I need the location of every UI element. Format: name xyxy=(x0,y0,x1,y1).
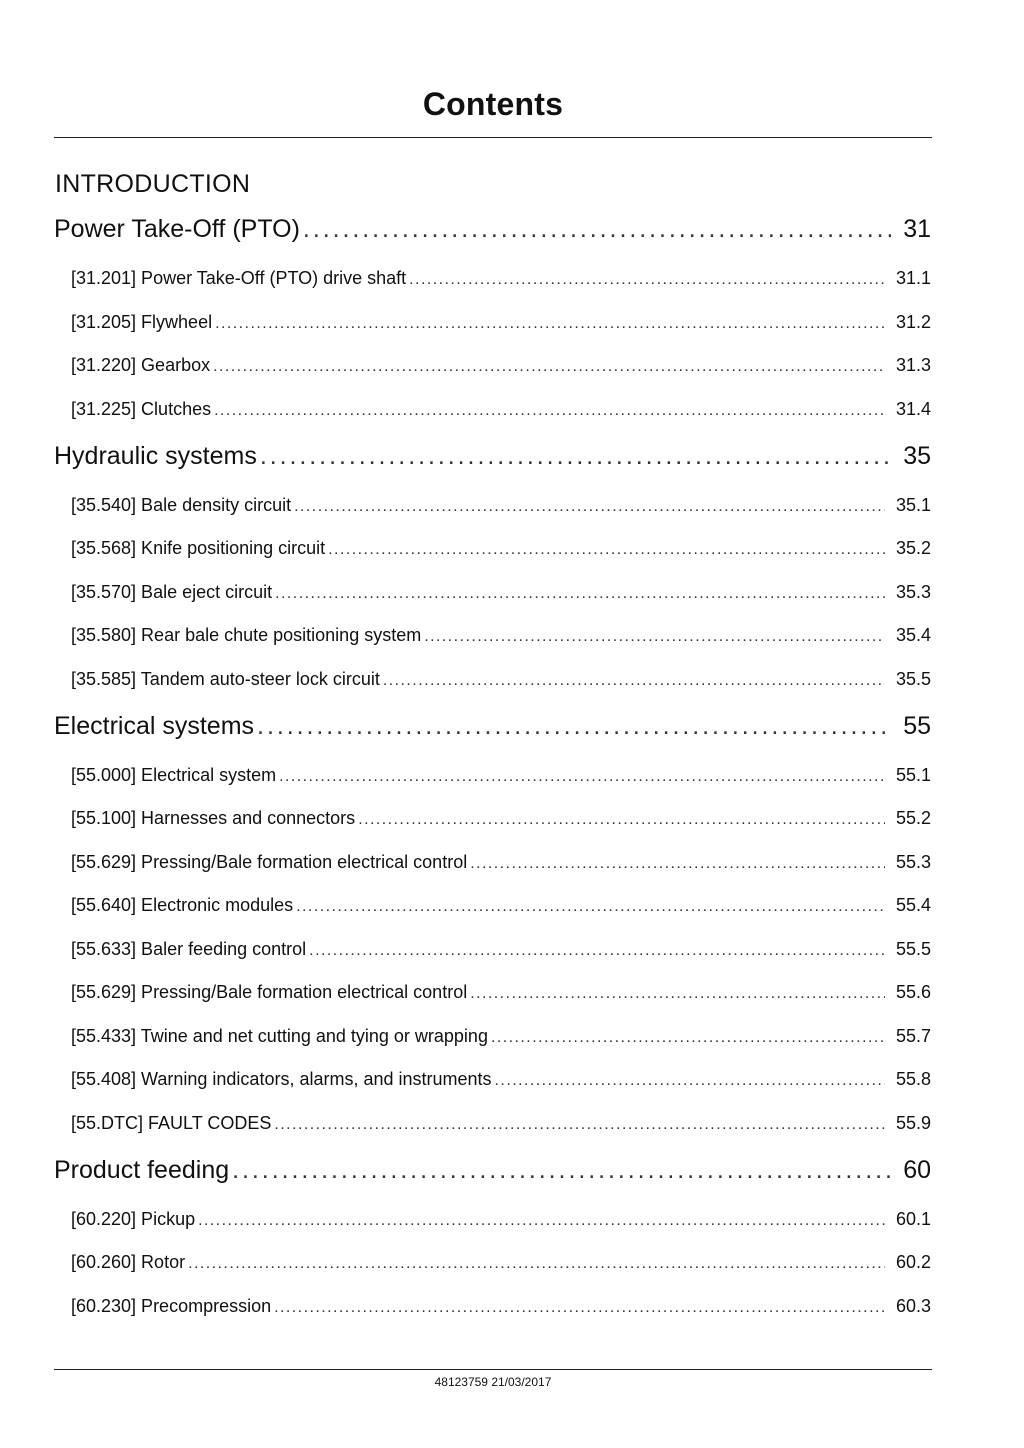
entry-label: [55.DTC] FAULT CODES xyxy=(71,1113,272,1133)
page-title: Contents xyxy=(422,86,564,122)
entry-page: 60.1 xyxy=(895,1209,931,1229)
entry-page: 35.1 xyxy=(895,495,931,515)
section-page: 60 xyxy=(903,1156,931,1184)
dot-leader xyxy=(328,541,885,559)
entry-page: 35.4 xyxy=(895,625,931,645)
toc-entry[interactable] xyxy=(71,538,931,559)
entry-label: [35.585] Tandem auto-steer lock circuit xyxy=(71,669,380,689)
footer-divider xyxy=(54,1369,932,1370)
entry-label: [55.629] Pressing/Bale formation electrical control xyxy=(71,982,468,1002)
section-page: 55 xyxy=(903,712,931,740)
entry-page: 35.2 xyxy=(895,538,931,558)
dot-leader xyxy=(470,855,885,873)
entry-label: [31.205] Flywheel xyxy=(71,312,213,332)
section-label: Power Take-Off (PTO) xyxy=(54,215,300,243)
entry-page: 55.5 xyxy=(895,939,931,959)
dot-leader xyxy=(274,1116,885,1134)
dot-leader xyxy=(232,1156,891,1185)
dot-leader xyxy=(309,942,885,960)
toc-entry[interactable] xyxy=(71,808,931,829)
toc-entry[interactable] xyxy=(71,1209,931,1230)
dot-leader xyxy=(358,811,885,829)
entry-page: 55.2 xyxy=(895,808,931,828)
dot-leader xyxy=(491,1029,885,1047)
toc-entry[interactable] xyxy=(71,625,931,646)
dot-leader xyxy=(214,402,885,420)
entry-label: [55.633] Baler feeding control xyxy=(71,939,307,959)
toc-section[interactable] xyxy=(54,215,931,244)
entry-label: [31.220] Gearbox xyxy=(71,355,211,375)
entry-label: [35.540] Bale density circuit xyxy=(71,495,292,515)
dot-leader xyxy=(424,628,885,646)
entry-label: [55.408] Warning indicators, alarms, and instruments xyxy=(71,1069,492,1089)
toc-entry[interactable] xyxy=(71,982,931,1003)
toc-entry[interactable] xyxy=(71,495,931,516)
entry-label: [60.260] Rotor xyxy=(71,1252,186,1272)
section-label: Hydraulic systems xyxy=(54,442,257,470)
entry-label: [35.570] Bale eject circuit xyxy=(71,582,273,602)
entry-label: [35.580] Rear bale chute positioning system xyxy=(71,625,422,645)
dot-leader xyxy=(257,712,891,741)
toc-section[interactable] xyxy=(54,1156,931,1185)
dot-leader xyxy=(470,985,885,1003)
dot-leader xyxy=(495,1072,885,1090)
entry-page: 55.1 xyxy=(895,765,931,785)
toc-entry[interactable] xyxy=(71,669,931,690)
toc-entry[interactable] xyxy=(71,1113,931,1134)
dot-leader xyxy=(303,215,891,244)
entry-label: [55.433] Twine and net cutting and tying or wrapping xyxy=(71,1026,488,1046)
entry-label: [55.100] Harnesses and connectors xyxy=(71,808,356,828)
entry-page: 55.4 xyxy=(895,895,931,915)
toc-entry[interactable] xyxy=(71,399,931,420)
entry-label: [60.220] Pickup xyxy=(71,1209,196,1229)
toc-entry[interactable] xyxy=(71,939,931,960)
dot-leader xyxy=(213,358,885,376)
entry-page: 55.7 xyxy=(895,1026,931,1046)
toc-entry[interactable] xyxy=(71,1026,931,1047)
entry-page: 60.2 xyxy=(895,1252,931,1272)
toc-entry[interactable] xyxy=(71,852,931,873)
entry-label: [55.629] Pressing/Bale formation electrical control xyxy=(71,852,468,872)
entry-page: 31.1 xyxy=(895,268,931,288)
dot-leader xyxy=(274,1299,885,1317)
dot-leader xyxy=(383,672,885,690)
entry-page: 35.3 xyxy=(895,582,931,602)
dot-leader xyxy=(215,315,885,333)
dot-leader xyxy=(188,1255,885,1273)
entry-label: [55.640] Electronic modules xyxy=(71,895,294,915)
entry-page: 31.3 xyxy=(895,355,931,375)
dot-leader xyxy=(296,898,885,916)
title-divider xyxy=(54,137,932,138)
entry-page: 55.8 xyxy=(895,1069,931,1089)
dot-leader xyxy=(279,768,885,786)
entry-label: [35.568] Knife positioning circuit xyxy=(71,538,326,558)
toc-entry[interactable] xyxy=(71,895,931,916)
toc-entry[interactable] xyxy=(71,1296,931,1317)
toc-entry[interactable] xyxy=(71,582,931,603)
introduction-heading: INTRODUCTION xyxy=(55,170,251,198)
toc-entry[interactable] xyxy=(71,355,931,376)
footer-doc-id-date: 48123759 21/03/2017 xyxy=(434,1375,552,1389)
entry-page: 55.6 xyxy=(895,982,931,1002)
toc-entry[interactable] xyxy=(71,312,931,333)
section-label: Electrical systems xyxy=(54,712,255,740)
dot-leader xyxy=(409,271,885,289)
entry-label: [31.201] Power Take-Off (PTO) drive shaft xyxy=(71,268,407,288)
dot-leader xyxy=(275,585,885,603)
entry-page: 55.3 xyxy=(895,852,931,872)
dot-leader xyxy=(260,442,891,471)
toc-entry[interactable] xyxy=(71,765,931,786)
dot-leader xyxy=(294,498,885,516)
section-page: 35 xyxy=(903,442,931,470)
toc-entry[interactable] xyxy=(71,268,931,289)
entry-page: 35.5 xyxy=(895,669,931,689)
section-label: Product feeding xyxy=(54,1156,230,1184)
toc-section[interactable] xyxy=(54,712,931,741)
entry-page: 31.2 xyxy=(895,312,931,332)
dot-leader xyxy=(198,1212,885,1230)
entry-label: [60.230] Precompression xyxy=(71,1296,272,1316)
entry-label: [31.225] Clutches xyxy=(71,399,212,419)
toc-entry[interactable] xyxy=(71,1252,931,1273)
entry-page: 31.4 xyxy=(895,399,931,419)
toc-section[interactable] xyxy=(54,442,931,471)
section-page: 31 xyxy=(903,215,931,243)
entry-page: 55.9 xyxy=(895,1113,931,1133)
toc-entry[interactable] xyxy=(71,1069,931,1090)
entry-label: [55.000] Electrical system xyxy=(71,765,277,785)
entry-page: 60.3 xyxy=(895,1296,931,1316)
